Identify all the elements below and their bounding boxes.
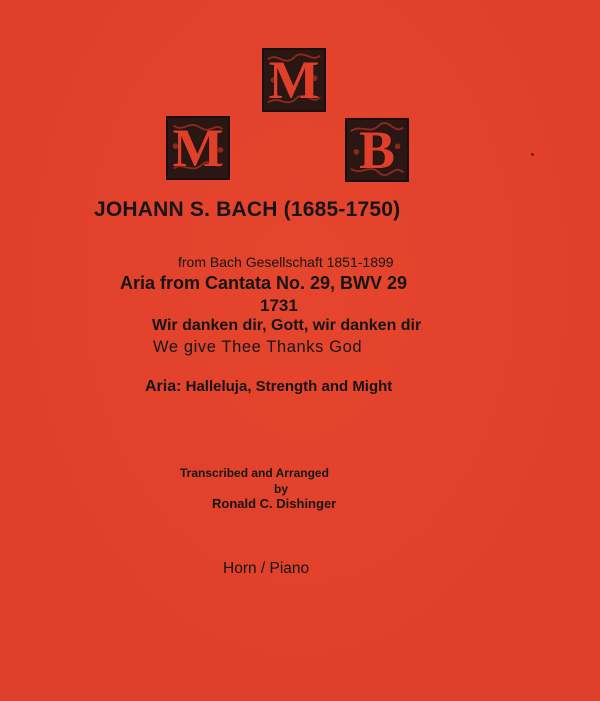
second-aria-label: Aria: [145, 378, 182, 395]
logo-m-top [262, 48, 326, 112]
composition-year: 1731 [260, 296, 298, 315]
logo-b-right [345, 118, 409, 182]
composer-heading: JOHANN S. BACH (1685-1750) [94, 198, 401, 221]
logo-letter: B [358, 120, 396, 180]
logo-m-left [166, 116, 230, 180]
logo-letter: M [268, 50, 320, 110]
german-title: Wir danken dir, Gott, wir danken dir [152, 317, 422, 334]
source-note: from Bach Gesellschaft 1851-1899 [178, 254, 394, 270]
aria-title: Aria from Cantata No. 29, BWV 29 [120, 273, 408, 293]
english-title: We give Thee Thanks God [153, 338, 363, 356]
second-aria-title: Halleluja, Strength and Might [185, 378, 393, 395]
credit-by: by [274, 482, 289, 496]
instrumentation: Horn / Piano [223, 560, 310, 577]
credit-line: Transcribed and Arranged [180, 466, 329, 480]
logo-letter: M [172, 118, 224, 178]
second-aria-line [145, 378, 392, 396]
arranger-name: Ronald C. Dishinger [212, 496, 337, 511]
speck [531, 153, 534, 156]
